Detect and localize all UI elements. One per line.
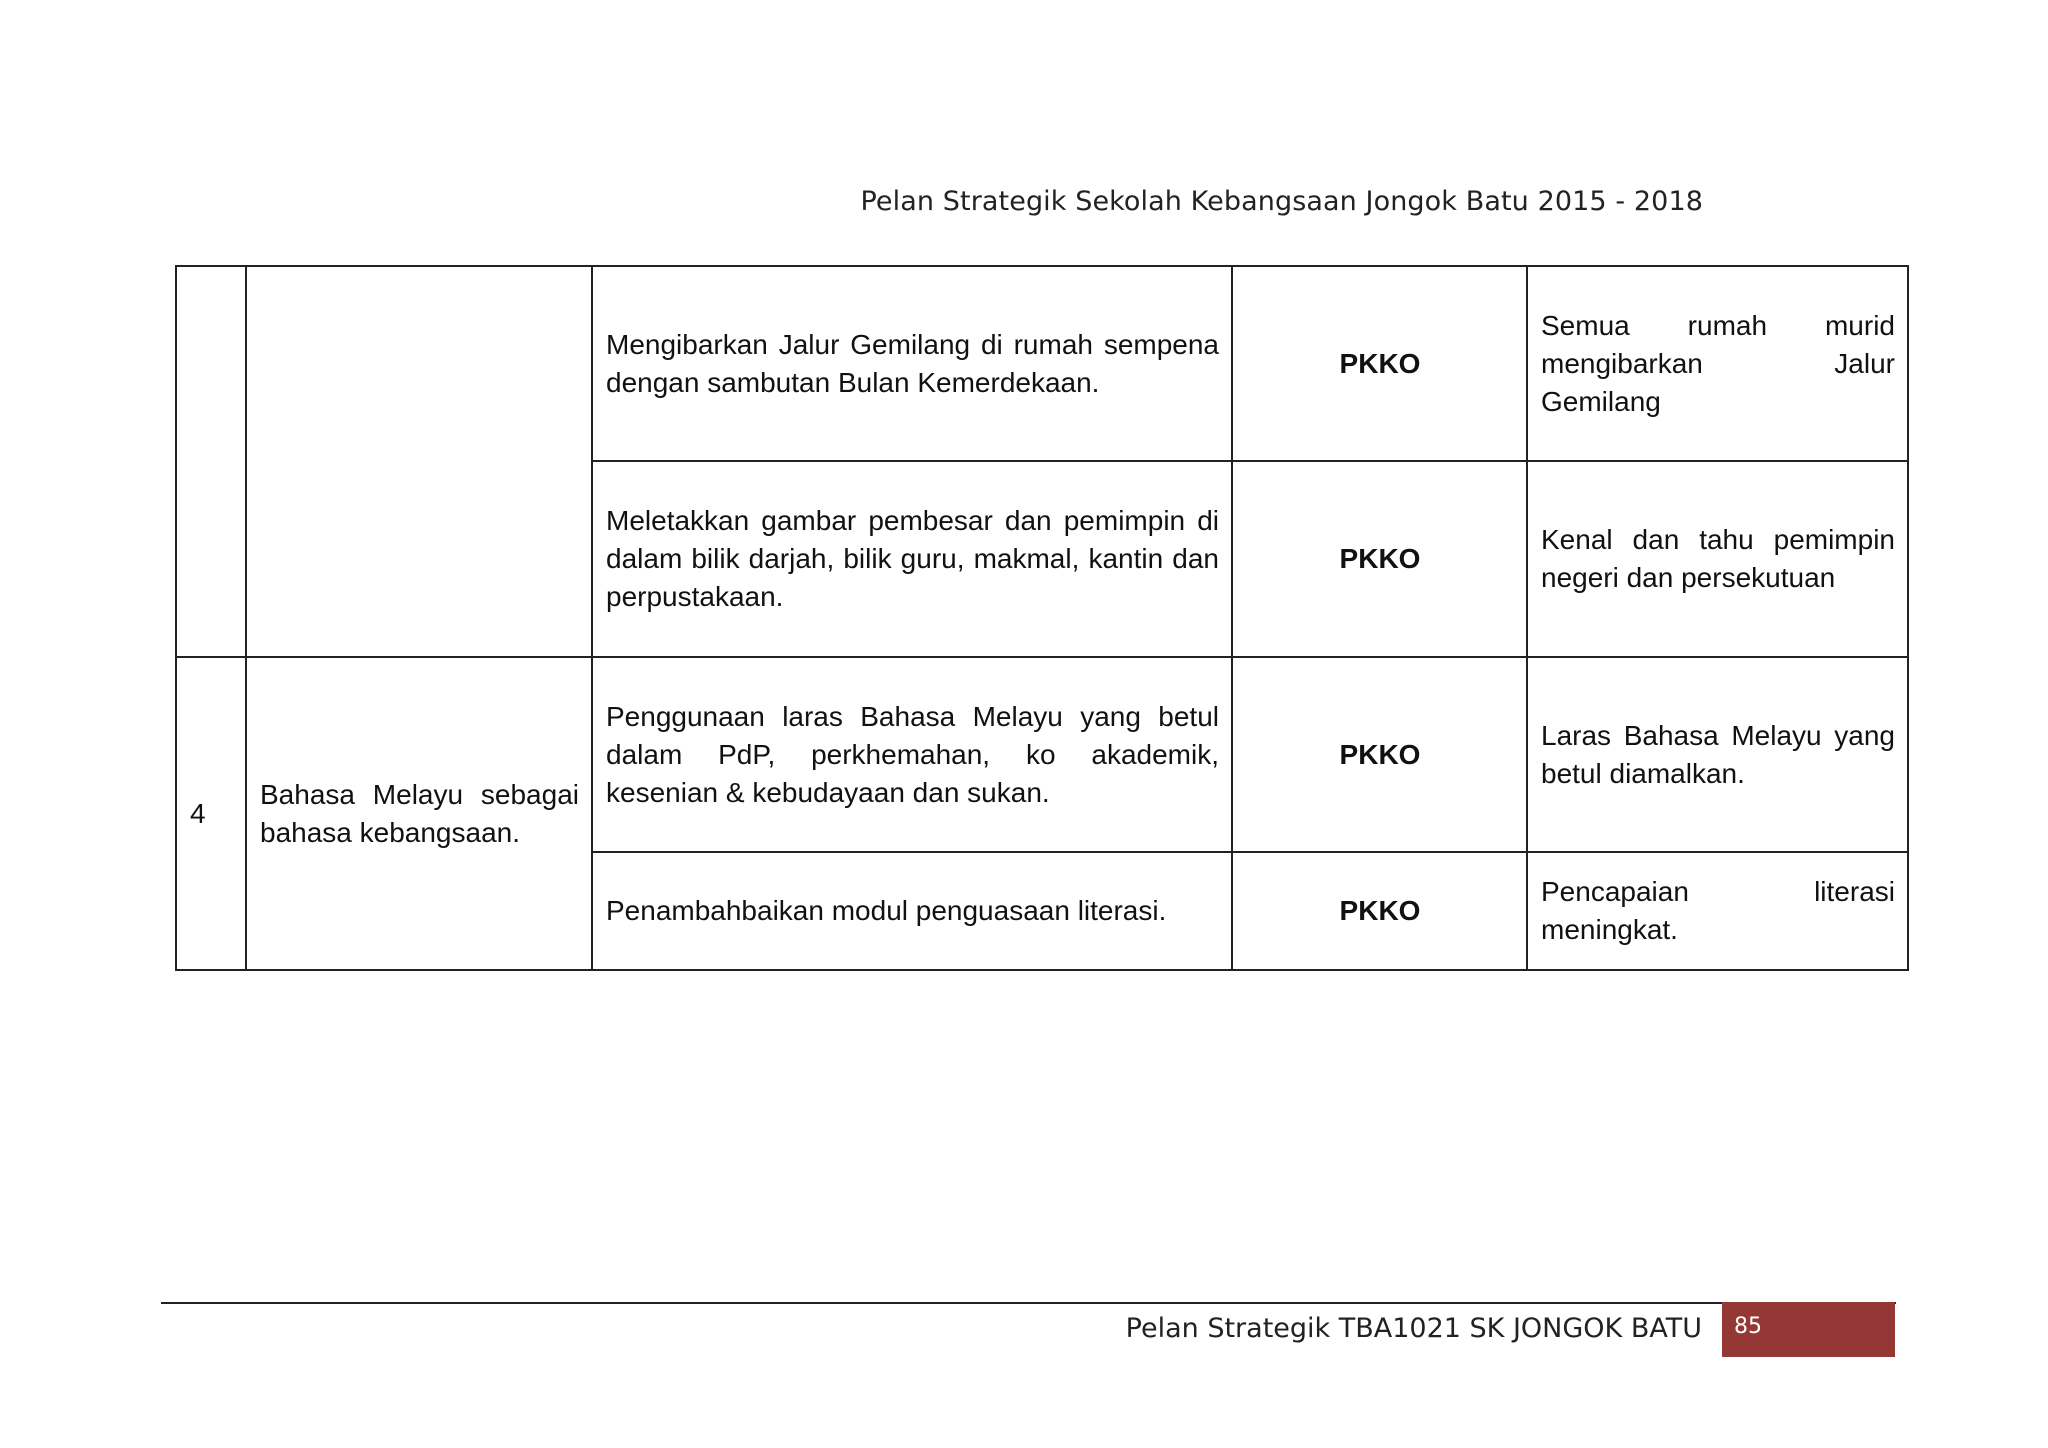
table-row <box>176 266 1908 461</box>
responsible-cell: PKKO <box>1232 852 1527 970</box>
responsible-cell: PKKO <box>1232 657 1527 852</box>
responsible-cell: PKKO <box>1232 266 1527 461</box>
outcome-cell: Laras Bahasa Melayu yang betul diamalkan. <box>1527 657 1908 852</box>
table-row <box>176 657 1908 852</box>
row-number-cell <box>176 266 246 657</box>
focus-cell: Bahasa Melayu sebagai bahasa kebangsaan. <box>246 657 592 970</box>
row-number-cell: 4 <box>176 657 246 970</box>
activity-cell: Mengibarkan Jalur Gemilang di rumah sempena dengan sambutan Bulan Kemerdekaan. <box>592 266 1232 461</box>
responsible-cell: PKKO <box>1232 461 1527 657</box>
footer-title: Pelan Strategik TBA1021 SK JONGOK BATU <box>1125 1313 1702 1344</box>
footer-divider <box>161 1302 1896 1304</box>
page-header-title: Pelan Strategik Sekolah Kebangsaan Jongok Batu 2015 - 2018 <box>860 186 1703 217</box>
outcome-cell: Pencapaian literasi meningkat. <box>1527 852 1908 970</box>
outcome-cell: Kenal dan tahu pemimpin negeri dan persekutuan <box>1527 461 1908 657</box>
activity-cell: Penggunaan laras Bahasa Melayu yang betul dalam PdP, perkhemahan, ko akademik, kesenian & kebudayaan dan sukan. <box>592 657 1232 852</box>
focus-cell <box>246 266 592 657</box>
activity-cell: Meletakkan gambar pembesar dan pemimpin di dalam bilik darjah, bilik guru, makmal, kantin dan perpustakaan. <box>592 461 1232 657</box>
page-number-badge: 85 <box>1722 1302 1895 1357</box>
strategic-plan-table <box>175 265 1909 971</box>
activity-cell: Penambahbaikan modul penguasaan literasi. <box>592 852 1232 970</box>
outcome-cell: Semua rumah murid mengibarkan Jalur Gemilang <box>1527 266 1908 461</box>
